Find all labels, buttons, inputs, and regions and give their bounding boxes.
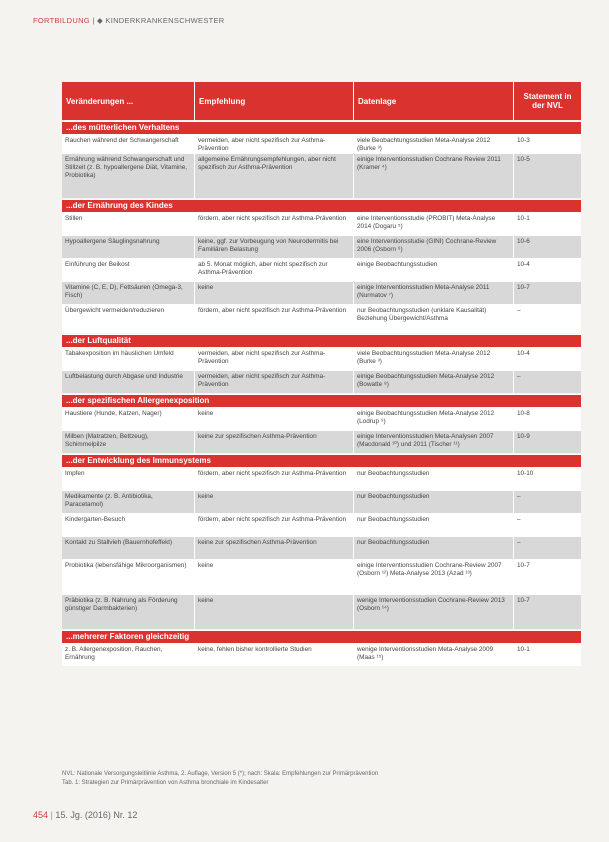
cell-nvl: – <box>517 307 521 314</box>
table-row <box>62 281 581 304</box>
cell-evidence: nur Beobachtungsstudien <box>354 514 514 536</box>
cell-recommendation: keine <box>195 408 354 430</box>
cell-nvl: 10-6 <box>517 238 530 245</box>
cell-change: z. B. Allergenexposition, Rauchen, Ernährung <box>62 644 195 666</box>
cell-evidence: wenige Interventionsstudien Cochrane-Review 2013 (Osborn ¹⁴) <box>354 595 514 629</box>
header-title: KINDERKRANKENSCHWESTER <box>105 16 225 25</box>
cell-change: Einführung der Beikost <box>62 259 195 281</box>
cell-nvl: 10-7 <box>517 597 530 604</box>
cell-change: Ernährung während Schwangerschaft und Stillzeit (z. B. hypoallergene Diät, Vitamine, Probiotika) <box>62 154 195 198</box>
table-row <box>62 430 581 453</box>
cell-nvl: 10-7 <box>517 284 530 291</box>
table-row <box>62 235 581 258</box>
table-row <box>62 513 581 536</box>
cell-nvl: 10-7 <box>517 562 530 569</box>
section-heading: ...der spezifischen Allergenexposition <box>62 394 581 407</box>
cell-nvl: 10-3 <box>517 137 530 144</box>
cell-nvl: – <box>517 493 521 500</box>
cell-nvl: 10-1 <box>517 215 530 222</box>
page-header: FORTBILDUNG | ◆ KINDERKRANKENSCHWESTER <box>33 16 225 25</box>
table-caption: Tab. 1: Strategien zur Primärprävention von Asthma bronchiale im Kindesalter <box>62 780 269 786</box>
col-header-nvl: Statement in der NVL <box>523 92 572 110</box>
cell-evidence: nur Beobachtungsstudien <box>354 468 514 490</box>
table-header-row <box>62 82 581 120</box>
cell-recommendation: vermeiden, aber nicht spezifisch zur Asthma-Prävention <box>195 371 354 393</box>
cell-evidence: wenige Interventionsstudien Meta-Analyse 2009 (Maas ¹⁵) <box>354 644 514 666</box>
section-heading: ...der Luftqualität <box>62 334 581 347</box>
cell-nvl: – <box>517 516 521 523</box>
section-heading: ...des mütterlichen Verhaltens <box>62 121 581 134</box>
table-row <box>62 304 581 333</box>
page-number: 454 <box>33 810 49 820</box>
cell-change: Probiotika (lebensfähige Mikroorganismen) <box>62 560 195 594</box>
cell-evidence: viele Beobachtungsstudien Meta-Analyse 2012 (Burke ³) <box>354 348 514 370</box>
cell-recommendation: ab 5. Monat möglich, aber nicht spezifisch zur Asthma-Prävention <box>195 259 354 281</box>
cell-recommendation: keine zur spezifischen Asthma-Prävention <box>195 537 354 559</box>
cell-evidence: eine Interventionsstudie (PROBIT) Meta-Analyse 2014 (Dogaru ⁵) <box>354 213 514 235</box>
cell-change: Präbiotika (z. B. Nahrung als Förderung günstiger Darmbakterien) <box>62 595 195 629</box>
table-row <box>62 467 581 490</box>
cell-evidence: eine Interventionsstudie (GINI) Cochrane-Review 2006 (Osborn ⁶) <box>354 236 514 258</box>
cell-recommendation: keine, ggf. zur Vorbeugung von Neurodermitis bei Familiären Belastung <box>195 236 354 258</box>
cell-change: Tabakexposition im häuslichen Umfeld <box>62 348 195 370</box>
cell-change: Übergewicht vermeiden/reduzieren <box>62 305 195 333</box>
cell-recommendation: keine <box>195 282 354 304</box>
cell-nvl: 10-4 <box>517 261 530 268</box>
table-row <box>62 258 581 281</box>
table-row <box>62 347 581 370</box>
cell-evidence: einige Beobachtungsstudien Meta-Analyse 2012 (Bowatte ⁸) <box>354 371 514 393</box>
cell-recommendation: fördern, aber nicht spezifisch zur Asthma-Prävention <box>195 468 354 490</box>
cell-evidence: viele Beobachtungsstudien Meta-Analyse 2012 (Burke ³) <box>354 135 514 153</box>
cell-recommendation: keine, fehlen bisher kontrollierte Studien <box>195 644 354 666</box>
cell-evidence: einige Interventionsstudien Cochrane-Review 2007 (Osborn ¹²) Meta-Analyse 2013 (Azad ¹³) <box>354 560 514 594</box>
cell-recommendation: keine <box>195 491 354 513</box>
cell-evidence: einige Interventionsstudien Cochrane Review 2011 (Kramer ⁴) <box>354 154 514 198</box>
cell-evidence: nur Beobachtungsstudien <box>354 491 514 513</box>
strategy-table <box>62 82 581 666</box>
table-row <box>62 536 581 559</box>
table-row <box>62 212 581 235</box>
cell-nvl: 10-4 <box>517 350 530 357</box>
header-section: FORTBILDUNG <box>33 16 90 25</box>
cell-recommendation: allgemeine Ernährungsempfehlungen, aber nicht spezifisch zur Asthma-Prävention <box>195 154 354 198</box>
cell-nvl: – <box>517 373 521 380</box>
cell-change: Medikamente (z. B. Antibiotika, Paracetamol) <box>62 491 195 513</box>
col-header-changes: Veränderungen ... <box>62 82 195 120</box>
table-row <box>62 559 581 594</box>
cell-change: Hypoallergene Säuglingsnahrung <box>62 236 195 258</box>
journal-issue: 15. Jg. (2016) Nr. 12 <box>55 810 138 820</box>
cell-change: Rauchen während der Schwangerschaft <box>62 135 195 153</box>
section-heading: ...mehrerer Faktoren gleichzeitig <box>62 630 581 643</box>
cell-recommendation: keine <box>195 595 354 629</box>
col-header-recommendation: Empfehlung <box>195 82 354 120</box>
cell-recommendation: keine zur spezifischen Asthma-Prävention <box>195 431 354 453</box>
cell-change: Vitamine (C, E, D), Fettsäuren (Omega-3, Fisch) <box>62 282 195 304</box>
cell-nvl: 10-9 <box>517 433 530 440</box>
cell-change: Impfen <box>62 468 195 490</box>
cell-nvl: – <box>517 539 521 546</box>
cell-nvl: 10-10 <box>517 470 534 477</box>
cell-evidence: nur Beobachtungsstudien <box>354 537 514 559</box>
table-row <box>62 370 581 393</box>
cell-change: Milben (Matratzen, Bettzeug), Schimmelpilze <box>62 431 195 453</box>
cell-nvl: 10-5 <box>517 156 530 163</box>
cell-nvl: 10-1 <box>517 646 530 653</box>
cell-evidence: nur Beobachtungsstudien (unklare Kausalität) Beziehung Übergewicht/Asthma <box>354 305 514 333</box>
cell-recommendation: fördern, aber nicht spezifisch zur Asthma-Prävention <box>195 514 354 536</box>
section-heading: ...der Entwicklung des Immunsystems <box>62 454 581 467</box>
cell-evidence: einige Interventionsstudien Meta-Analysen 2007 (Macdonald ¹⁰) und 2011 (Tischer ¹¹) <box>354 431 514 453</box>
cell-change: Haustiere (Hunde, Katzen, Nager) <box>62 408 195 430</box>
cell-recommendation: fördern, aber nicht spezifisch zur Asthma-Prävention <box>195 305 354 333</box>
footnote-abbrev: NVL: Nationale Versorgungsleitlinie Asthma, 2. Auflage, Version 5 (*); nach: Skala: Empfehlungen zur Primärprävention <box>62 771 379 777</box>
cell-change: Kindergarten-Besuch <box>62 514 195 536</box>
cell-nvl: 10-8 <box>517 410 530 417</box>
section-heading: ...der Ernährung des Kindes <box>62 199 581 212</box>
cell-evidence: einige Interventionsstudien Meta-Analyse 2011 (Nurmatov ⁷) <box>354 282 514 304</box>
cell-evidence: einige Beobachtungsstudien Meta-Analyse 2012 (Lodrup ⁹) <box>354 408 514 430</box>
cell-change: Kontakt zu Stallvieh (Bauernhofeffekt) <box>62 537 195 559</box>
cell-evidence: einige Beobachtungsstudien <box>354 259 514 281</box>
table-row <box>62 490 581 513</box>
page-footer: 454 | 15. Jg. (2016) Nr. 12 <box>33 810 138 820</box>
col-header-evidence: Datenlage <box>354 82 514 120</box>
cell-recommendation: vermeiden, aber nicht spezifisch zur Asthma-Prävention <box>195 348 354 370</box>
cell-change: Stillen <box>62 213 195 235</box>
cell-recommendation: vermeiden, aber nicht spezifisch zur Asthma-Prävention <box>195 135 354 153</box>
table-row <box>62 153 581 198</box>
table-row <box>62 134 581 153</box>
cell-change: Luftbelastung durch Abgase und Industrie <box>62 371 195 393</box>
cell-recommendation: keine <box>195 560 354 594</box>
cell-recommendation: fördern, aber nicht spezifisch zur Asthma-Prävention <box>195 213 354 235</box>
table-row <box>62 407 581 430</box>
table-row <box>62 643 581 666</box>
table-footnote <box>62 770 582 788</box>
table-row <box>62 594 581 629</box>
